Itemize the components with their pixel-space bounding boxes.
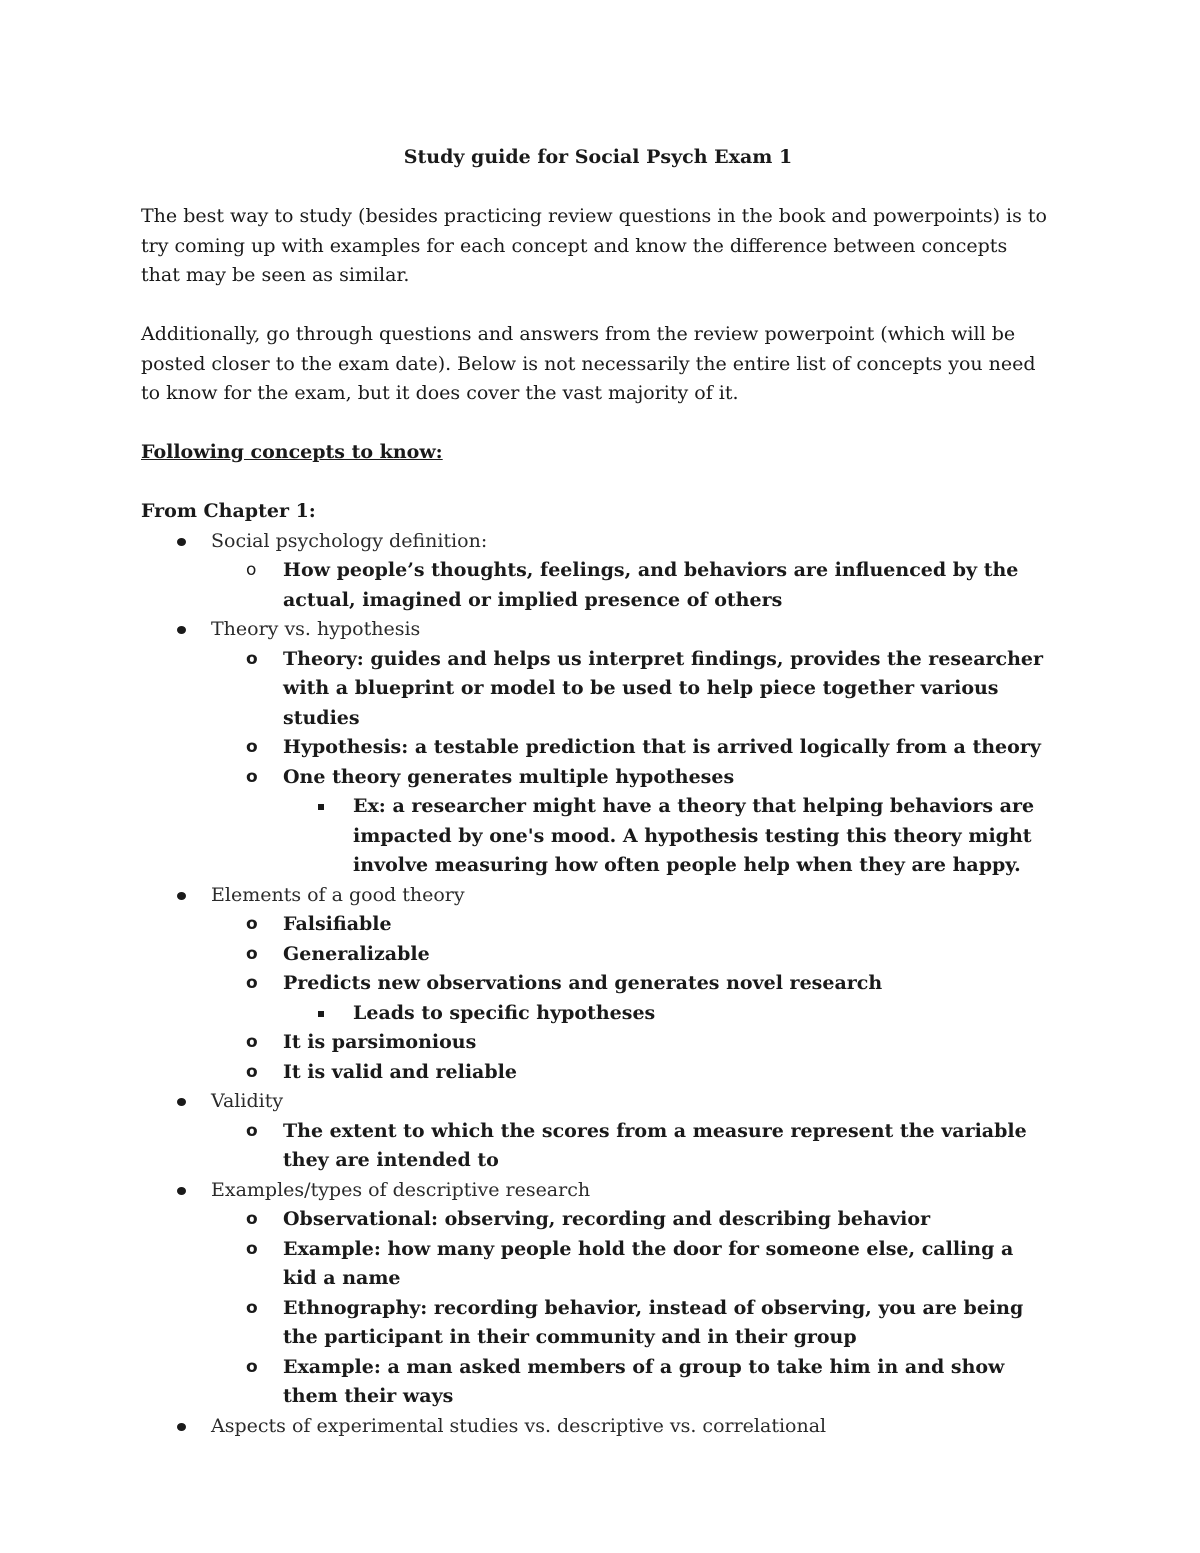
sub-list-item-text: Falsifiable xyxy=(283,913,392,935)
intro-paragraph-2: Additionally, go through questions and answers from the review powerpoint (which will be posted closer to the exam date). Below is not necessarily the entire list of concepts you need to know for the exam, but it does cover the vast majority of it. xyxy=(141,323,1036,404)
list-item-text: Aspects of experimental studies vs. descriptive vs. correlational xyxy=(211,1414,827,1437)
sub-list-item xyxy=(211,910,1050,940)
circle-bullet-icon: o xyxy=(246,1356,258,1377)
list-item xyxy=(141,1176,1050,1412)
circle-bullet-icon: o xyxy=(246,648,258,669)
sub-list xyxy=(211,910,1050,1087)
sub-list-item-text: Example: a man asked members of a group to take him in and show them their ways xyxy=(283,1355,1005,1407)
list-item-text: Validity xyxy=(211,1090,284,1112)
sub-list xyxy=(211,1205,1050,1412)
circle-bullet-icon: o xyxy=(246,914,258,934)
intro-paragraph-1: The best way to study (besides practicing review questions in the book and powerpoints) is to try coming up with examples for each concept and know the difference between concepts that may be seen as similar. xyxy=(141,205,1047,286)
sub-list-item xyxy=(211,1294,1050,1353)
sub-list-item-text: Observational: observing, recording and describing behavior xyxy=(283,1208,931,1230)
list-item-text: Examples/types of descriptive research xyxy=(211,1178,591,1201)
sub-list-item xyxy=(211,1235,1050,1294)
sub-list-item xyxy=(211,763,1050,881)
sub-list-item-text: It is valid and reliable xyxy=(283,1060,517,1083)
bullet-dot-icon xyxy=(177,1423,186,1431)
list-item xyxy=(141,1412,1050,1442)
bullet-dot-icon xyxy=(177,892,186,900)
concept-list xyxy=(141,527,1050,1442)
sub-list-item-text: The extent to which the scores from a measure represent the variable they are intended to xyxy=(283,1119,1027,1171)
sub-list-item-text: Hypothesis: a testable prediction that is arrived logically from a theory xyxy=(283,736,1041,758)
bullet-dot-icon xyxy=(177,626,186,634)
list-item xyxy=(141,881,1050,1088)
sub-list xyxy=(211,556,1050,615)
circle-bullet-icon: o xyxy=(246,1209,258,1229)
sub-sub-list xyxy=(283,792,1050,881)
list-item-text: Social psychology definition: xyxy=(211,529,488,552)
sub-list-item xyxy=(211,1353,1050,1412)
sub-list-item xyxy=(211,556,1050,615)
list-item xyxy=(141,1087,1050,1176)
sub-sub-list xyxy=(283,999,1050,1029)
circle-bullet-icon: o xyxy=(246,1297,258,1318)
circle-bullet-icon: o xyxy=(246,1120,258,1141)
sub-list-item-text: Predicts new observations and generates novel research xyxy=(283,972,883,994)
bullet-dot-icon xyxy=(177,538,186,546)
circle-bullet-icon: o xyxy=(246,973,258,993)
sub-list-item-text: How people’s thoughts, feelings, and behaviors are influenced by the actual, imagined or implied presence of others xyxy=(283,559,1019,611)
sub-list-item xyxy=(211,645,1050,734)
sub-list-item xyxy=(211,1117,1050,1176)
circle-bullet-icon: o xyxy=(246,560,257,580)
sub-list-item-text: One theory generates multiple hypotheses xyxy=(283,765,735,788)
sub-list-item xyxy=(211,969,1050,1028)
sub-list xyxy=(211,645,1050,881)
circle-bullet-icon: o xyxy=(246,1032,258,1052)
sub-sub-list-item-text: Leads to specific hypotheses xyxy=(353,1001,656,1024)
sub-list-item xyxy=(211,940,1050,970)
circle-bullet-icon: o xyxy=(246,766,258,787)
sub-list-item-text: Example: how many people hold the door for someone else, calling a kid a name xyxy=(283,1237,1014,1289)
circle-bullet-icon: o xyxy=(246,1061,258,1082)
sub-sub-list-item xyxy=(283,999,1050,1029)
bullet-dot-icon xyxy=(177,1098,186,1106)
sub-list-item-text: Ethnography: recording behavior, instead of observing, you are being the participant in their community and in their group xyxy=(283,1296,1024,1348)
square-bullet-icon xyxy=(318,804,324,810)
chapter-heading: From Chapter 1: xyxy=(141,500,316,522)
circle-bullet-icon: o xyxy=(246,737,258,757)
concepts-heading: Following concepts to know: xyxy=(141,441,443,463)
sub-list-item-text: Theory: guides and helps us interpret findings, provides the researcher with a blueprint or model to be used to help piece together various studies xyxy=(283,647,1043,729)
circle-bullet-icon: o xyxy=(246,943,258,964)
list-item-text: Theory vs. hypothesis xyxy=(211,618,421,640)
bullet-dot-icon xyxy=(177,1187,186,1195)
sub-list-item xyxy=(211,1058,1050,1088)
list-item-text: Elements of a good theory xyxy=(211,883,465,906)
list-item xyxy=(141,527,1050,616)
sub-list xyxy=(211,1117,1050,1176)
sub-list-item xyxy=(211,1028,1050,1058)
square-bullet-icon xyxy=(318,1011,324,1017)
list-item xyxy=(141,615,1050,881)
circle-bullet-icon: o xyxy=(246,1238,258,1259)
document-title: Study guide for Social Psych Exam 1 xyxy=(403,146,793,168)
sub-list-item-text: It is parsimonious xyxy=(283,1031,477,1053)
sub-list-item xyxy=(211,1205,1050,1235)
sub-sub-list-item xyxy=(283,792,1050,881)
sub-list-item xyxy=(211,733,1050,763)
sub-sub-list-item-text: Ex: a researcher might have a theory that helping behaviors are impacted by one's mood. A hypothesis testing this theory might involve measuring how often people help when they are happy. xyxy=(353,795,1035,876)
sub-list-item-text: Generalizable xyxy=(283,942,430,965)
